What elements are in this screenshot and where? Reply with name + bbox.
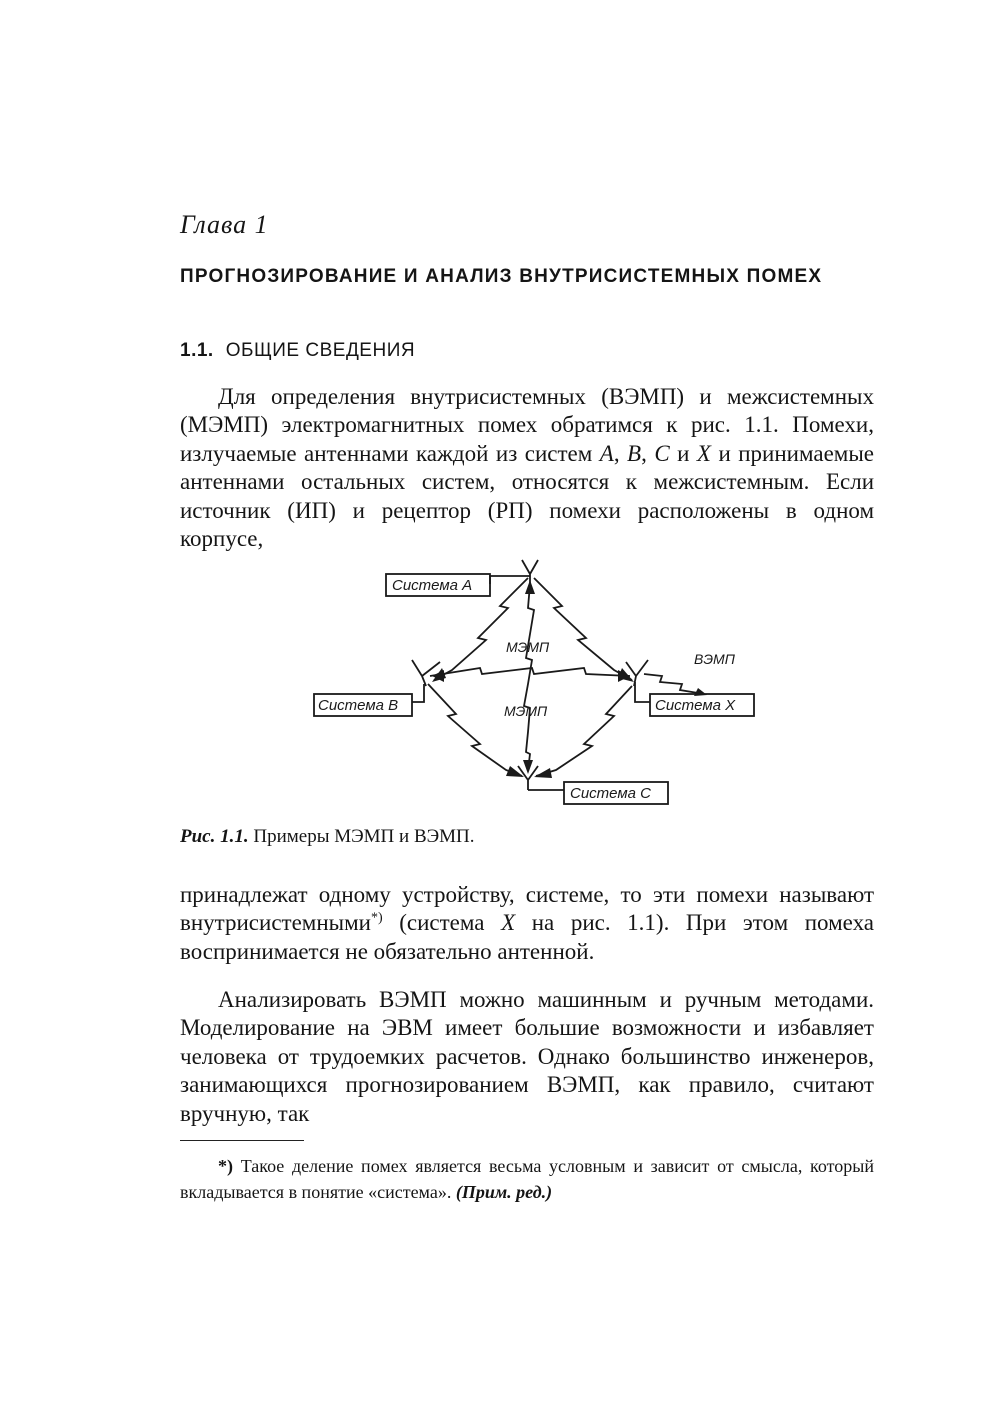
memp-arrow-b-c bbox=[428, 684, 522, 776]
paragraph-definition-text-2: (система bbox=[382, 910, 502, 936]
feed-line-b bbox=[412, 684, 424, 702]
paragraph-definition bbox=[180, 881, 874, 966]
system-a-label: Система А bbox=[392, 577, 473, 594]
conjunction: и bbox=[669, 440, 697, 466]
paragraph-analysis: Анализировать ВЭМП можно машинным и ручным методами. Моделирование на ЭВМ имеет большие возможности и избавляет человека от трудоемких расчетов. Однако большинство инженеров, занимающихся прогнозированием ВЭМП, как правило, считают вручную, так bbox=[180, 987, 874, 1126]
memp-arrow-a-c bbox=[524, 584, 534, 770]
chapter-title: ПРОГНОЗИРОВАНИЕ И АНАЛИЗ ВНУТРИСИСТЕМНЫХ ПОМЕХ bbox=[180, 266, 823, 287]
footnote-reference: *) bbox=[370, 910, 383, 926]
footnote-divider bbox=[180, 1140, 304, 1141]
paragraph-intro bbox=[180, 383, 874, 553]
section-number: 1.1. bbox=[180, 340, 214, 361]
section-heading bbox=[180, 340, 415, 362]
system-x-label: Система X bbox=[655, 697, 736, 714]
paragraph-intro-text-2: и принимаемые антеннами остальных систем, относятся к межсистемным. Если источник (ИП) и рецептор (РП) помехи расположены в одном корпусе, bbox=[180, 440, 874, 552]
separator: , bbox=[641, 440, 655, 466]
footnote-mark: *) bbox=[218, 1156, 233, 1176]
editor-note: (Прим. ред.) bbox=[455, 1182, 553, 1202]
memp-label-bottom: МЭМП bbox=[504, 703, 548, 719]
memp-arrow-a-x bbox=[534, 578, 632, 680]
system-a-symbol: A bbox=[599, 440, 614, 466]
figure-number: Рис. 1.1. bbox=[180, 826, 249, 847]
figure-caption-text: Примеры МЭМП и ВЭМП. bbox=[248, 826, 475, 847]
paragraph-definition-text-1: принадлежат одному устройству, системе, то эти помехи называют внутрисистемными bbox=[180, 882, 874, 936]
paragraph-definition-text-3: на рис. 1.1). При этом помеха воспринимается не обязательно антенной. bbox=[180, 910, 874, 964]
chapter-label: Глава 1 bbox=[180, 210, 269, 239]
section-title: ОБЩИЕ СВЕДЕНИЯ bbox=[225, 340, 416, 361]
footnote-text: Такое деление помех является весьма условным и зависит от смысла, который вкладывается в понятие «система». bbox=[180, 1156, 874, 1202]
footnote bbox=[180, 1153, 874, 1205]
system-x-symbol: X bbox=[696, 440, 711, 466]
antenna-x-icon bbox=[626, 660, 648, 686]
system-c-label: Система С bbox=[570, 785, 651, 802]
arrowhead-icon bbox=[523, 760, 533, 774]
arrowhead-icon bbox=[525, 580, 535, 594]
interference-diagram bbox=[300, 548, 780, 818]
vemp-label: ВЭМП bbox=[694, 651, 735, 667]
feed-line-x bbox=[635, 682, 650, 702]
separator: , bbox=[613, 440, 628, 466]
antenna-b-icon bbox=[412, 660, 440, 686]
vemp-arrow bbox=[644, 674, 704, 694]
system-b-symbol: B bbox=[627, 440, 642, 466]
memp-arrow-x-c bbox=[536, 686, 632, 776]
system-x-symbol: X bbox=[501, 910, 516, 936]
system-b-label: Система В bbox=[318, 697, 399, 714]
arrowhead-icon bbox=[534, 768, 552, 778]
memp-label-top: МЭМП bbox=[506, 639, 550, 655]
figure-1-1-diagram bbox=[300, 548, 780, 818]
system-c-symbol: C bbox=[654, 440, 670, 466]
figure-caption bbox=[180, 826, 475, 848]
paragraph-intro-text-1: Для определения внутрисистемных (ВЭМП) и межсистемных (МЭМП) электромагнитных помех обратимся к рис. 1.1. Помехи, излучаемые антеннами каждой из систем bbox=[180, 384, 874, 466]
